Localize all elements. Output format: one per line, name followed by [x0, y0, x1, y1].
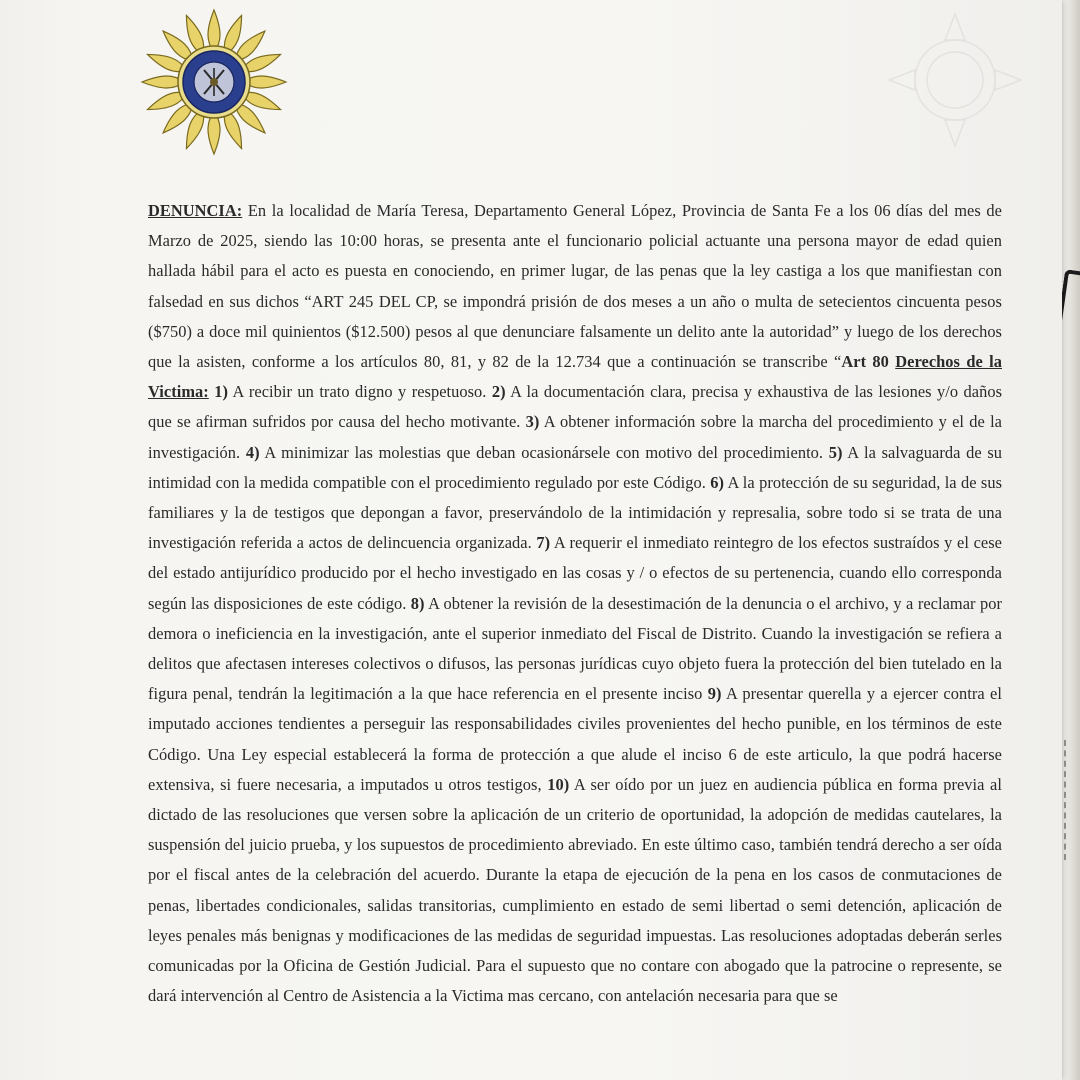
right-item-text: A la documentación clara, precisa y exhaustiva de las lesiones y/o daños que se afirman sufridos por causa del hecho motivante.	[148, 382, 1002, 432]
right-item-text: A obtener la revisión de la desestimación de la denuncia o el archivo, y a reclamar por demora o ineficiencia en la investigación, ante el superior inmediato del Fiscal de Distrito. Cuando la investigación se refiera a delitos que afectasen intereses colectivos o difusos, las personas jurídicas cuyo objeto fuera la protección del bien tutelado en la figura penal, tendrán la legitimación a la que hace referencia en el presente inciso	[148, 593, 1002, 704]
right-item-text: A la salvaguarda de su intimidad con la medida compatible con el procedimiento regulado por este Código.	[148, 442, 1003, 492]
right-item-number: 7)	[536, 533, 551, 553]
right-item-number: 3)	[525, 412, 540, 432]
right-item-number: 6)	[710, 472, 725, 492]
right-item-number: 8)	[410, 593, 425, 613]
article-title: Derechos de la Victima:	[148, 352, 1002, 402]
right-item-number: 5)	[828, 442, 843, 462]
document-body	[148, 196, 1002, 1011]
right-item-text: A requerir el inmediato reintegro de los efectos sustraídos y el cese del estado antijurídico producido por el hecho investigado en las cosas y / o efectos de su pertenencia, cuando ello corresponda según las disposiciones de este código.	[148, 533, 1002, 613]
article-label: Art 80	[841, 352, 889, 372]
right-item-number: 10)	[547, 774, 570, 794]
watermark-emblem-icon	[880, 10, 1030, 150]
right-item-number: 9)	[707, 684, 722, 704]
right-item-number: 2)	[491, 382, 506, 402]
right-item-text: A ser oído por un juez en audiencia pública en forma previa al dictado de las resoluciones que versen sobre la aplicación de un criterio de oportunidad, la adopción de medidas cautelares, la suspensión del juicio prueba, y los supuestos de procedimiento abreviado. En este último caso, también tendrá derecho a ser oída por el fiscal antes de la celebración del acuerdo. Durante la etapa de ejecución de la pena en los casos de conmutaciones de penas, libertades condicionales, salidas transitorias, cumplimiento en estado de semi libertad o semi detención, aplicación de leyes penales más benignas y modificaciones de las medidas de seguridad impuestas. Las resoluciones adoptadas deberán serles comunicadas por la Oficina de Gestión Judicial. Para el supuesto que no contare con abogado que la patrocine o represente, se dará intervención al Centro de Asistencia a la Victima mas cercano, con antelación necesaria para que se	[148, 774, 1002, 1006]
right-item-text: A obtener información sobre la marcha del procedimiento y el de la investigación.	[148, 412, 1002, 462]
police-star-emblem-icon	[134, 8, 294, 156]
rights-list	[148, 382, 1002, 1005]
right-item-text: A presentar querella y a ejercer contra el imputado acciones tendientes a perseguir las responsabilidades civiles provenientes del hecho punible, en los términos de este Código. Una Ley especial establecerá la forma de protección a que alude el inciso 6 de este articulo, la que podrá hacerse extensiva, si fuere necesaria, a imputados u otros testigos,	[148, 684, 1002, 794]
dashed-line	[1064, 740, 1068, 860]
right-item-text: A minimizar las molestias que deban ocasionársele con motivo del procedimiento.	[259, 442, 829, 462]
right-item-number: 4)	[245, 442, 260, 462]
denuncia-paragraph	[148, 196, 1002, 1011]
intro-text: En la localidad de María Teresa, Departamento General López, Provincia de Santa Fe a los 06 días del mes de Marzo de 2025, siendo las 10:00 horas, se presenta ante el funcionario policial actuante una persona mayor de edad quien hallada hábil para el acto es puesta en conociendo, en primer lugar, de las penas que la ley castiga a los que manifiestan con falsedad en sus dichos “ART 245 DEL CP, se impondrá prisión de dos meses a un año o multa de setecientos cincuenta pesos ($750) a doce mil quinientos ($12.500) pesos al que denunciare falsamente un delito ante la autoridad” y luego de los derechos que la asisten, conforme a los artículos 80, 81, y 82 de la 12.734 que a continuación se transcribe “	[148, 201, 1002, 372]
heading-denuncia: DENUNCIA:	[148, 201, 243, 220]
right-item-text: A la protección de su seguridad, la de sus familiares y la de testigos que depongan a favor, preservándolo de la intimidación y represalia, sobre todo si se trata de una investigación referida a actos de delincuencia organizada.	[148, 472, 1002, 553]
right-item-text: A recibir un trato digno y respetuoso.	[227, 382, 492, 402]
right-item-number: 1)	[214, 382, 228, 402]
